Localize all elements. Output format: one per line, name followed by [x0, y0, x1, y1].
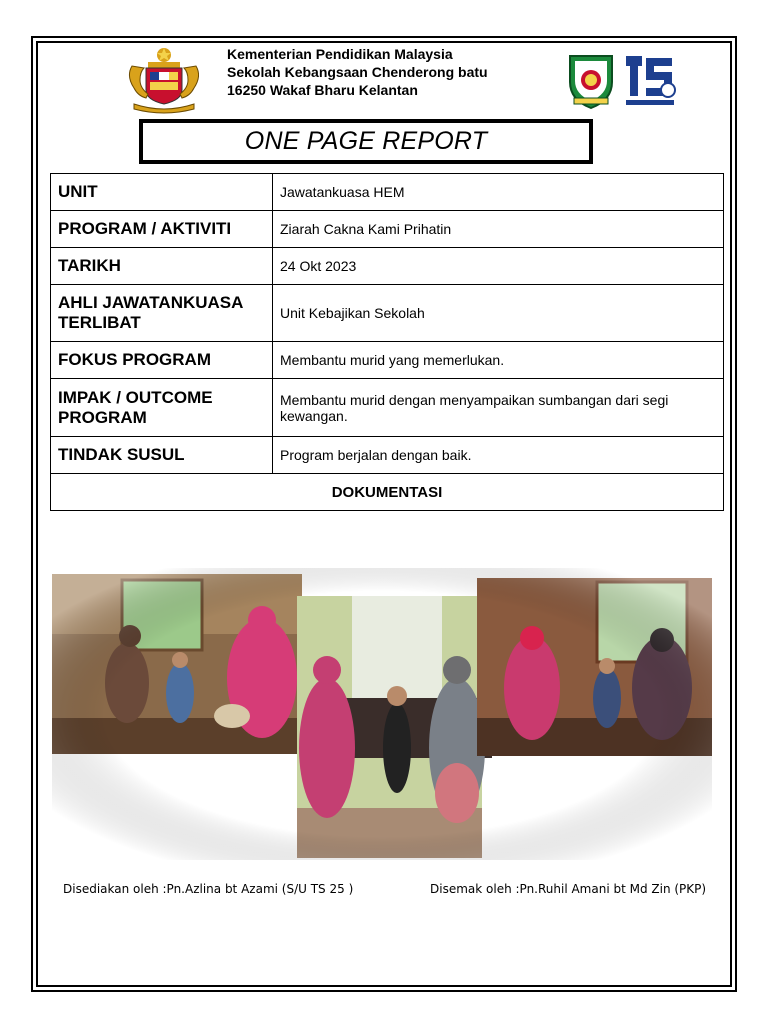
photo-collage	[52, 568, 712, 860]
row-label-followup: TINDAK SUSUL	[51, 437, 273, 474]
table-row	[51, 174, 724, 211]
report-table	[50, 173, 724, 511]
table-row	[51, 342, 724, 379]
row-label-date: TARIKH	[51, 248, 273, 285]
documentation-heading: DOKUMENTASI	[51, 474, 724, 511]
row-value-unit: Jawatankuasa HEM	[273, 174, 724, 211]
row-label-focus: FOKUS PROGRAM	[51, 342, 273, 379]
row-label-impact: IMPAK / OUTCOME PROGRAM	[51, 379, 273, 437]
row-value-program: Ziarah Cakna Kami Prihatin	[273, 211, 724, 248]
school-address: 16250 Wakaf Bharu Kelantan	[227, 82, 418, 98]
table-row	[51, 248, 724, 285]
row-value-date: 24 Okt 2023	[273, 248, 724, 285]
table-row	[51, 474, 724, 511]
school-crest-icon	[566, 52, 616, 110]
school-header	[227, 45, 488, 99]
malaysia-coat-of-arms-icon	[124, 46, 204, 114]
row-value-followup: Program berjalan dengan baik.	[273, 437, 724, 474]
row-value-committee: Unit Kebajikan Sekolah	[273, 285, 724, 342]
row-value-impact: Membantu murid dengan menyampaikan sumbangan dari segi kewangan.	[273, 379, 724, 437]
row-label-unit: UNIT	[51, 174, 273, 211]
ministry-name: Kementerian Pendidikan Malaysia	[227, 46, 453, 62]
checked-by: Disemak oleh :Pn.Ruhil Amani bt Md Zin (PKP)	[430, 882, 707, 896]
table-row	[51, 437, 724, 474]
school-name: Sekolah Kebangsaan Chenderong batu	[227, 64, 488, 80]
table-row	[51, 211, 724, 248]
report-title: ONE PAGE REPORT	[139, 119, 593, 164]
prepared-by: Disediakan oleh :Pn.Azlina bt Azami (S/U TS 25 )	[63, 882, 354, 896]
row-label-program: PROGRAM / AKTIVITI	[51, 211, 273, 248]
table-row	[51, 285, 724, 342]
ts25-logo-icon	[624, 52, 676, 108]
table-row	[51, 379, 724, 437]
row-label-committee: AHLI JAWATANKUASA TERLIBAT	[51, 285, 273, 342]
row-value-focus: Membantu murid yang memerlukan.	[273, 342, 724, 379]
